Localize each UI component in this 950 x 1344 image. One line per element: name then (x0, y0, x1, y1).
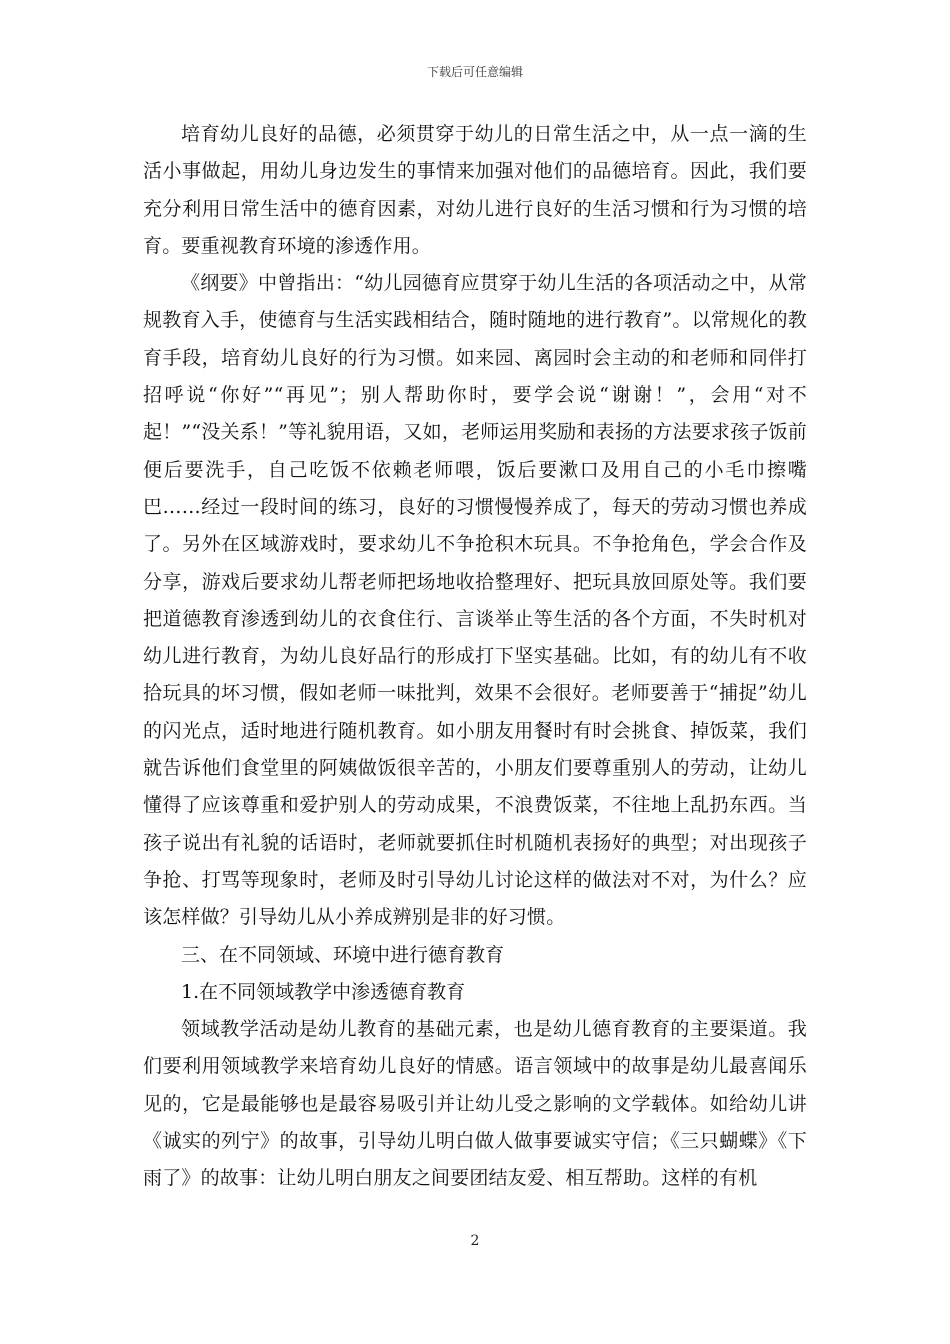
paragraph-guideline-quote: 《纲要》中曾指出：“幼儿园德育应贯穿于幼儿生活的各项活动之中，从常规教育入手，使德育与生活实践相结合，随时随地的进行教育”。以常规化的教育手段，培育幼儿良好的行为习惯。如来园、离园时会主动的和老师和同伴打招呼说“你好”“再见”；别人帮助你时，要学会说“谢谢！”，会用“对不起！”“没关系！”等礼貌用语，又如，老师运用奖励和表扬的方法要求孩子饭前便后要洗手，自己吃饭不依赖老师喂，饭后要漱口及用自己的小毛巾擦嘴巴……经过一段时间的练习，良好的习惯慢慢养成了，每天的劳动习惯也养成了。另外在区域游戏时，要求幼儿不争抢积木玩具。不争抢角色，学会合作及分享，游戏后要求幼儿帮老师把场地收拾整理好、把玩具放回原处等。我们要把道德教育渗透到幼儿的衣食住行、言谈举止等生活的各个方面，不失时机对幼儿进行教育，为幼儿良好品行的形成打下坚实基础。比如，有的幼儿有不收拾玩具的坏习惯，假如老师一味批判，效果不会很好。老师要善于“捕捉”幼儿的闪光点，适时地进行随机教育。如小朋友用餐时有时会挑食、掉饭菜，我们就告诉他们食堂里的阿姨做饭很辛苦的，小朋友们要尊重别人的劳动，让幼儿懂得了应该尊重和爱护别人的劳动成果，不浪费饭菜，不往地上乱扔东西。当孩子说出有礼貌的话语时，老师就要抓住时机随机表扬好的典型；对出现孩子争抢、打骂等现象时，老师及时引导幼儿讨论这样的做法对不对，为什么？应该怎样做？引导幼儿从小养成辨别是非的好习惯。 (143, 272, 807, 929)
sub-heading: 1.在不同领域教学中渗透德育教育 (181, 980, 466, 1003)
page-number: 2 (470, 1233, 480, 1249)
paragraph-domain-teaching: 领域教学活动是幼儿教育的基础元素，也是幼儿德育教育的主要渠道。我们要利用领域教学来培育幼儿良好的情感。语言领域中的故事是幼儿最喜闻乐见的，它是最能够也是最容易吸引并让幼儿受之影响的文学载体。如给幼儿讲《诚实的列宁》的故事，引导幼儿明白做人做事要诚实守信；《三只蝴蝶》《下雨了》的故事：让幼儿明白朋友之间要团结友爱、相互帮助。这样的有机 (143, 1018, 807, 1190)
section-heading: 三、在不同领域、环境中进行德育教育 (181, 943, 505, 966)
paragraph-daily-life-moral: 培育幼儿良好的品德，必须贯穿于幼儿的日常生活之中，从一点一滴的生活小事做起，用幼儿身边发生的事情来加强对他们的品德培育。因此，我们要充分利用日常生活中的德育因素，对幼儿进行良好的生活习惯和行为习惯的培育。要重视教育环境的渗透作用。 (143, 123, 807, 257)
page-header: 下载后可任意编辑 (426, 65, 523, 79)
document-body (143, 116, 807, 1198)
